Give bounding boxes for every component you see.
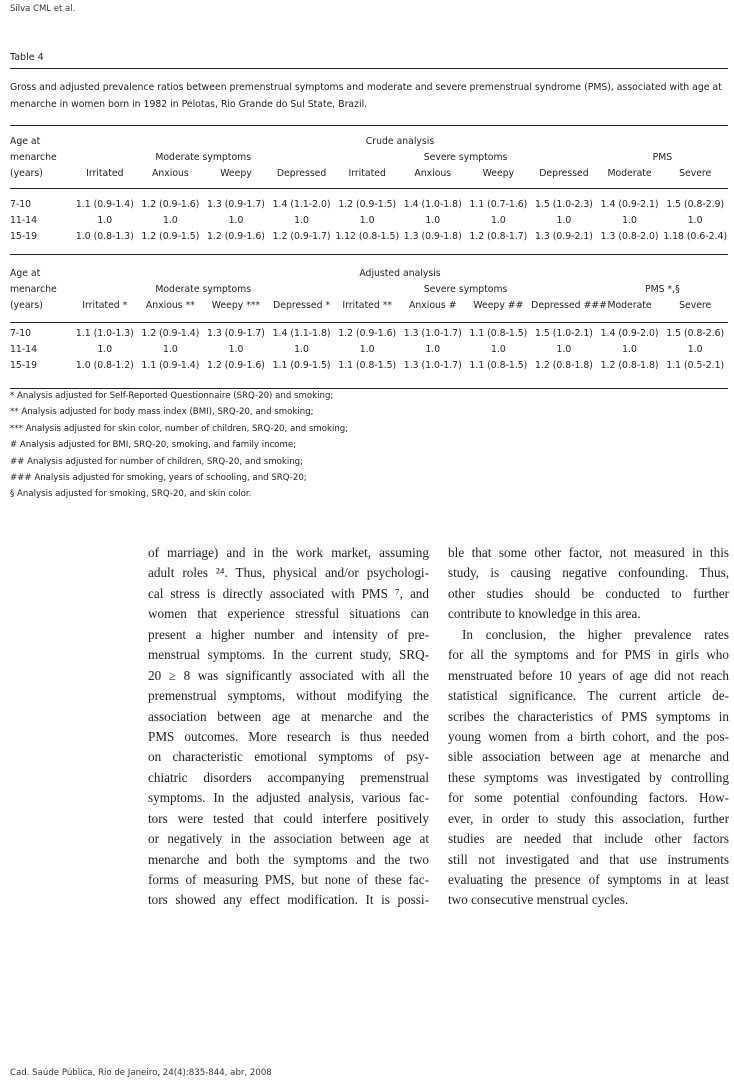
- age-header: Age at: [10, 135, 41, 147]
- value-cell: 1.1 (1.0-1.3): [75, 327, 134, 339]
- text-line: still not investigated and that use instruments: [448, 851, 729, 867]
- column-header: Weepy: [220, 168, 252, 180]
- header-row: [10, 298, 728, 314]
- age-cell: 11-14: [10, 214, 38, 226]
- value-cell: 1.0: [622, 343, 637, 355]
- text-line: present a higher number and intensity of pre-: [148, 626, 429, 642]
- adjusted-analysis-table: [10, 265, 728, 374]
- group-header: PMS *,§: [645, 283, 680, 295]
- text-line: other studies should be conducted to further: [448, 585, 729, 601]
- footnote: # Analysis adjusted for BMI, SRQ-20, smoking, and family income;: [10, 440, 297, 451]
- value-cell: 1.3 (0.9-2.1): [534, 231, 593, 243]
- table-label: Table 4: [10, 52, 44, 63]
- value-cell: 1.0 (0.8-1.3): [75, 231, 134, 243]
- text-line: these symptoms was investigated by controlling: [448, 769, 729, 785]
- analysis-title: Adjusted analysis: [359, 267, 441, 279]
- value-cell: 1.12 (0.8-1.5): [335, 231, 400, 243]
- value-cell: 1.3 (0.8-2.0): [600, 231, 659, 243]
- age-header: (years): [10, 300, 43, 312]
- value-cell: 1.0: [556, 214, 572, 226]
- column-header: Severe: [679, 168, 712, 180]
- value-cell: 1.2 (0.9-1.4): [141, 327, 200, 339]
- divider: [10, 125, 728, 126]
- value-cell: 1.0: [622, 214, 637, 226]
- page-footer: Cad. Saúde Pública, Rio de Janeiro, 24(4):835-844, abr, 2008: [10, 1068, 272, 1078]
- header-row: [10, 166, 728, 182]
- age-cell: 11-14: [10, 343, 38, 355]
- value-cell: 1.1 (0.8-1.5): [338, 360, 397, 372]
- value-cell: 1.5 (1.0-2.1): [534, 327, 593, 339]
- text-line: forms of measuring PMS, but none of these fac-: [148, 872, 429, 887]
- text-line: ble that some other factor, not measured in this: [448, 545, 729, 560]
- table-row: [10, 357, 728, 373]
- column-header: Depressed: [276, 168, 327, 180]
- text-line: women that experience stressful situations can: [148, 606, 429, 622]
- value-cell: 1.1 (0.8-1.5): [469, 360, 528, 372]
- value-cell: 1.3 (0.9-1.7): [207, 198, 265, 210]
- value-cell: 1.1 (0.8-1.5): [469, 327, 528, 339]
- value-cell: 1.1 (0.5-2.1): [666, 360, 725, 372]
- value-cell: 1.0: [228, 343, 244, 355]
- text-line: chiatric disorders accompanying premenstrual: [148, 769, 429, 785]
- value-cell: 1.1 (0.9-1.4): [141, 360, 200, 372]
- footnote: ** Analysis adjusted for body mass index (BMI), SRQ-20, and smoking;: [10, 407, 314, 418]
- column-header: Anxious: [152, 168, 189, 180]
- value-cell: 1.2 (0.8-1.8): [600, 360, 659, 372]
- value-cell: 1.0: [228, 214, 244, 226]
- divider: [10, 188, 728, 189]
- column-header: Anxious #: [409, 300, 457, 312]
- text-line: menstrual symptoms. In the current study, SRQ-: [148, 647, 429, 663]
- column-header: Depressed ###: [531, 300, 607, 312]
- header-row: [10, 149, 728, 165]
- text-line: tors showed any effect modification. It is possi-: [148, 892, 429, 908]
- age-cell: 15-19: [10, 360, 38, 372]
- text-line: 20 ≥ 8 was significantly associated with all the: [148, 667, 429, 683]
- column-header: Weepy: [482, 168, 515, 180]
- text-line: study, is causing negative confounding. Thus,: [448, 565, 729, 581]
- table-row: [10, 212, 728, 228]
- column-header: Depressed: [539, 168, 589, 180]
- age-header: menarche: [10, 283, 57, 295]
- group-header: PMS: [652, 151, 673, 163]
- text-line: of marriage) and in the work market, assuming: [148, 545, 429, 560]
- group-header: Moderate symptoms: [155, 151, 252, 163]
- age-cell: 7-10: [10, 327, 32, 339]
- column-header: Weepy ***: [211, 300, 261, 312]
- value-cell: 1.0: [294, 214, 309, 226]
- text-line: adult roles ²⁴. Thus, physical and/or psychologi-: [148, 565, 429, 581]
- value-cell: 1.3 (0.9-1.7): [207, 327, 265, 339]
- value-cell: 1.0 (0.8-1.2): [75, 360, 134, 372]
- value-cell: 1.2 (0.8-1.8): [534, 360, 593, 372]
- text-line: symptoms. In the adjusted analysis, various fac-: [148, 790, 429, 806]
- table-row: [10, 228, 728, 244]
- value-cell: 1.4 (1.1-1.8): [272, 327, 331, 339]
- value-cell: 1.5 (0.8-2.6): [666, 327, 725, 339]
- text-line: cal stress is directly associated with PMS ⁷, and: [148, 585, 429, 601]
- text-line: on characteristic emotional symptoms of psy-: [148, 749, 429, 765]
- divider: [10, 254, 728, 255]
- text-line: association between age at menarche and the: [148, 708, 429, 724]
- header-row: [10, 281, 728, 297]
- value-cell: 1.2 (0.9-1.6): [141, 198, 200, 210]
- table-caption: Gross and adjusted prevalence ratios between premenstrual symptoms and moderate and severe premenstrual syndrome (PMS), associated with age at menarche in women born in 1982 in Pelotas, Rio Grande do Sul State, Brazil.: [10, 82, 722, 110]
- column-header: Moderate: [607, 168, 652, 180]
- group-header: Severe symptoms: [423, 283, 508, 295]
- text-line: or negatively in the association between age at: [148, 831, 429, 847]
- value-cell: 1.0: [162, 343, 178, 355]
- text-line: tors were tested that could interfere positively: [148, 810, 429, 826]
- column-header: Anxious **: [145, 300, 195, 312]
- text-line: young women from a birth cohort, and the pos-: [448, 728, 729, 744]
- value-cell: 1.2 (0.9-1.6): [207, 360, 265, 372]
- value-cell: 1.1 (0.9-1.4): [75, 198, 134, 210]
- age-header: Age at: [10, 267, 41, 279]
- column-header: Irritated: [348, 168, 386, 180]
- divider: [10, 68, 728, 69]
- divider: [10, 388, 728, 389]
- text-line: contribute to knowledge in this area.: [448, 606, 641, 622]
- text-line: studies are needed that include other factors: [448, 831, 729, 847]
- text-line: sible association between age at menarche and: [448, 749, 729, 765]
- age-cell: 15-19: [10, 231, 38, 243]
- column-header: Moderate: [607, 300, 652, 312]
- value-cell: 1.0: [162, 214, 178, 226]
- header-row: [10, 265, 728, 281]
- footnote: § Analysis adjusted for smoking, SRQ-20, and skin color.: [10, 489, 252, 500]
- value-cell: 1.0: [425, 343, 441, 355]
- text-line: menstruated before 10 years of age did not reach: [448, 667, 729, 683]
- value-cell: 1.5 (0.8-2.9): [666, 198, 725, 210]
- value-cell: 1.0: [425, 214, 441, 226]
- group-header: Severe symptoms: [423, 151, 508, 163]
- column-header: Irritated **: [342, 300, 392, 312]
- value-cell: 1.3 (1.0-1.7): [403, 327, 462, 339]
- value-cell: 1.4 (0.9-2.0): [600, 327, 659, 339]
- footnote: * Analysis adjusted for Self-Reported Questionnaire (SRQ-20) and smoking;: [10, 391, 334, 401]
- value-cell: 1.0: [97, 343, 113, 355]
- header-row: [10, 133, 728, 149]
- value-cell: 1.3 (1.0-1.7): [403, 360, 462, 372]
- table-row: [10, 341, 728, 357]
- value-cell: 1.18 (0.6-2.4): [663, 231, 728, 243]
- value-cell: 1.4 (1.1-2.0): [272, 198, 331, 210]
- table-row: [10, 325, 728, 341]
- value-cell: 1.2 (0.9-1.6): [207, 231, 265, 243]
- age-cell: 7-10: [10, 198, 32, 210]
- column-header: Weepy ##: [473, 300, 524, 312]
- value-cell: 1.0: [687, 343, 703, 355]
- footnote: ## Analysis adjusted for number of children, SRQ-20, and smoking;: [10, 456, 304, 467]
- text-line: premenstrual symptoms, without modifying the: [148, 688, 429, 704]
- value-cell: 1.2 (0.9-1.5): [338, 198, 397, 210]
- value-cell: 1.0: [687, 214, 703, 226]
- text-line: for some potential confounding factors. How-: [448, 790, 729, 806]
- running-head: Silva CML et al.: [10, 4, 76, 14]
- text-line: In conclusion, the higher prevalence rates: [462, 626, 729, 642]
- footnote: *** Analysis adjusted for skin color, number of children, SRQ-20, and smoking;: [10, 423, 349, 434]
- value-cell: 1.0: [556, 343, 572, 355]
- text-line: two consecutive menstrual cycles.: [448, 892, 629, 908]
- age-header: menarche: [10, 151, 57, 163]
- table-row: [10, 196, 728, 212]
- value-cell: 1.1 (0.7-1.6): [469, 198, 528, 210]
- text-line: menarche and both the symptoms and the two: [148, 851, 429, 867]
- text-line: ever, in order to study this association, further: [448, 810, 729, 826]
- value-cell: 1.3 (0.9-1.8): [403, 231, 462, 243]
- value-cell: 1.4 (0.9-2.1): [600, 198, 659, 210]
- group-header: Moderate symptoms: [155, 283, 252, 295]
- body-column-left: [148, 543, 429, 911]
- value-cell: 1.0: [359, 214, 375, 226]
- column-header: Irritated *: [82, 300, 128, 312]
- body-column-right: [448, 543, 729, 911]
- column-header: Anxious: [414, 168, 452, 180]
- text-line: evaluating the presence of symptoms in at least: [448, 872, 729, 887]
- column-header: Severe: [679, 300, 712, 312]
- text-line: PMS outcomes. More research is thus needed: [148, 728, 429, 744]
- value-cell: 1.0: [97, 214, 113, 226]
- text-line: statistical significance. The current article de-: [448, 688, 729, 704]
- value-cell: 1.2 (0.9-1.5): [141, 231, 200, 243]
- value-cell: 1.0: [490, 214, 506, 226]
- text-line: for all the symptoms and for PMS in girls who: [448, 647, 729, 663]
- analysis-title: Crude analysis: [365, 135, 435, 147]
- value-cell: 1.2 (0.8-1.7): [469, 231, 528, 243]
- column-header: Irritated: [86, 168, 124, 180]
- value-cell: 1.1 (0.9-1.5): [272, 360, 331, 372]
- text-line: scribes the characteristics of PMS symptoms in: [448, 708, 729, 724]
- value-cell: 1.0: [359, 343, 375, 355]
- footnote: ### Analysis adjusted for smoking, years of schooling, and SRQ-20;: [10, 473, 307, 483]
- value-cell: 1.2 (0.9-1.7): [272, 231, 331, 243]
- value-cell: 1.5 (1.0-2.3): [534, 198, 593, 210]
- value-cell: 1.2 (0.9-1.6): [338, 327, 397, 339]
- value-cell: 1.4 (1.0-1.8): [403, 198, 462, 210]
- value-cell: 1.0: [490, 343, 506, 355]
- value-cell: 1.0: [294, 343, 309, 355]
- column-header: Depressed *: [273, 300, 331, 312]
- divider: [10, 322, 728, 323]
- age-header: (years): [10, 168, 43, 180]
